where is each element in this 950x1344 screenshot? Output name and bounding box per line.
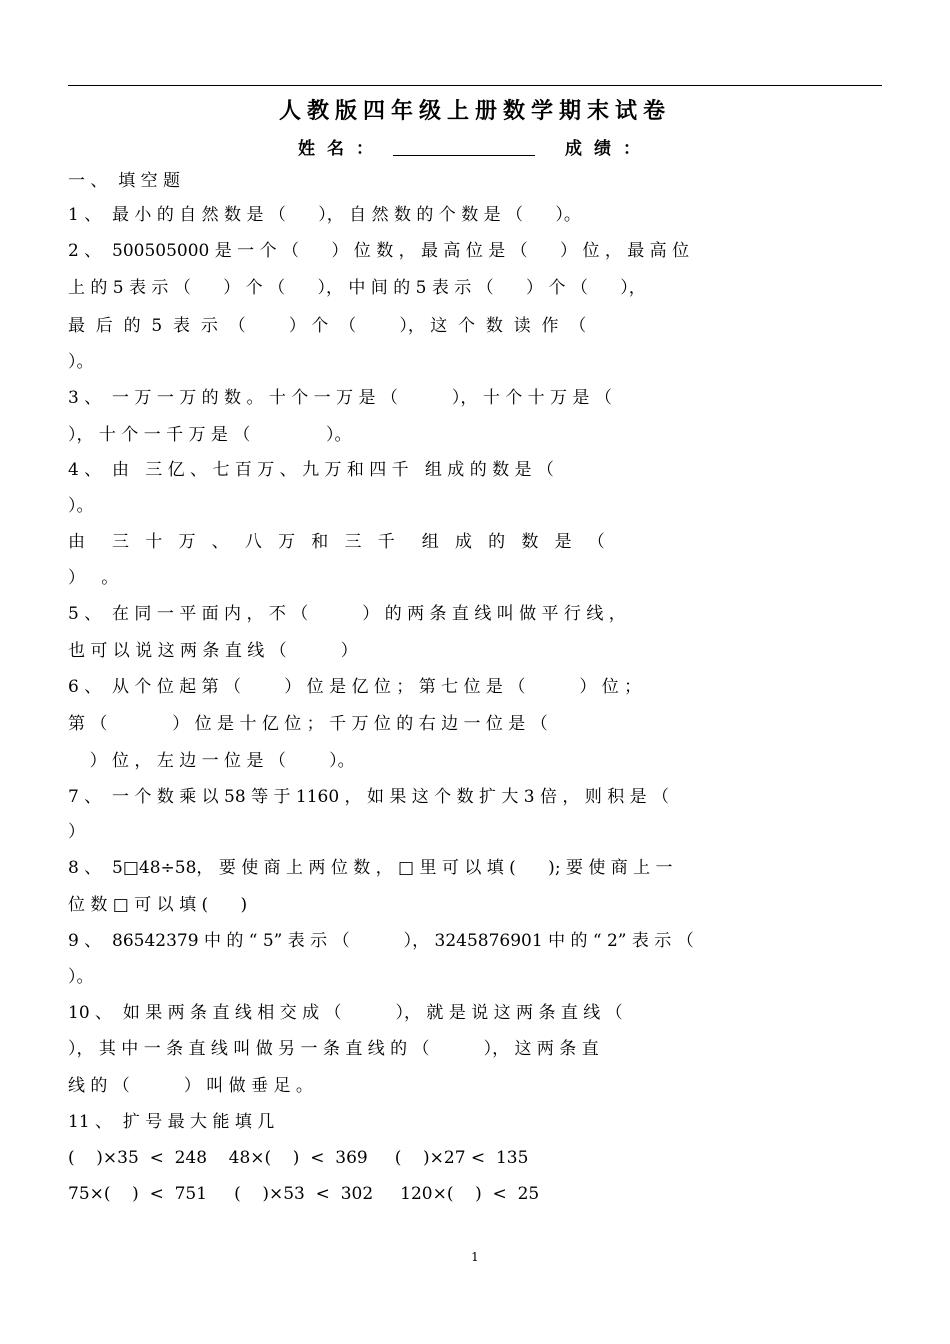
question-line: 位 数 □ 可 以 填 ( ) <box>68 895 248 915</box>
question-line: 10 、 如 果 两 条 直 线 相 交 成 （ ）， 就 是 说 这 两 条 直 线 （ <box>68 1003 623 1023</box>
top-rule <box>68 85 882 86</box>
question-line: 1 、 最 小 的 自 然 数 是 （ ）， 自 然 数 的 个 数 是 （ ）。 <box>68 205 581 225</box>
question-line: ）， 其 中 一 条 直 线 叫 做 另 一 条 直 线 的 （ ）， 这 两 条 直 <box>68 1039 599 1059</box>
question-line: 线 的 （ ） 叫 做 垂 足 。 <box>68 1076 313 1096</box>
question-line: ） 。 <box>68 568 119 588</box>
question-line: 9 、 86542379 中 的 “ 5” 表 示 （ ）， 3245876901 中 的 “ 2” 表 示 （ <box>68 931 694 951</box>
question-line: 2 、 500505000 是 一 个 （ ） 位 数 ， 最 高 位 是 （ ） 位 ， 最 高 位 <box>68 241 690 261</box>
name-blank[interactable] <box>393 141 535 156</box>
question-line: ( )×35 < 248 48×( ) < 369 ( )×27 < 135 <box>68 1148 529 1168</box>
question-line: ）， 十 个 一 千 万 是 （ ）。 <box>68 425 352 445</box>
page-number: 1 <box>471 1250 479 1264</box>
student-info <box>0 134 950 159</box>
question-line: ）。 <box>68 967 94 987</box>
score-label: 成绩： <box>565 139 652 159</box>
question-line: 由 三 十 万 、 八 万 和 三 千 组 成 的 数 是 （ <box>68 532 605 552</box>
page-title: 人教版四年级上册数学期末试卷 <box>278 98 671 124</box>
question-line: ） <box>68 822 85 842</box>
question-line: 最 后 的 5 表 示 （ ） 个 （ ）， 这 个 数 读 作 （ <box>68 316 587 336</box>
name-label: 姓名： <box>298 139 385 159</box>
question-line: 75×( ) < 751 ( )×53 < 302 120×( ) < 25 <box>68 1184 540 1204</box>
question-line: 8 、 5□48÷58， 要 使 商 上 两 位 数 ， □ 里 可 以 填 ( ); 要 使 商 上 一 <box>68 858 673 878</box>
question-line: 第 （ ） 位 是 十 亿 位 ； 千 万 位 的 右 边 一 位 是 （ <box>68 714 548 734</box>
question-line: 6 、 从 个 位 起 第 （ ） 位 是 亿 位 ； 第 七 位 是 （ ） 位 ； <box>68 677 642 697</box>
question-line: 3 、 一 万 一 万 的 数 。 十 个 一 万 是 （ ）， 十 个 十 万 是 （ <box>68 388 612 408</box>
question-line: ） 位 ， 左 边 一 位 是 （ ）。 <box>68 751 355 771</box>
question-line: 上 的 5 表 示 （ ） 个 （ ）， 中 间 的 5 表 示 （ ） 个 （ ）， <box>68 278 646 298</box>
question-line: 也 可 以 说 这 两 条 直 线 （ ） <box>68 641 358 661</box>
question-line: 7 、 一 个 数 乘 以 58 等 于 1160 ， 如 果 这 个 数 扩 大 3 倍 ， 则 积 是 （ <box>68 787 670 807</box>
section-heading: 一 、 填 空 题 <box>68 171 181 191</box>
question-line: ）。 <box>68 496 94 516</box>
question-line: ）。 <box>68 352 94 372</box>
question-line: 4 、 由 三 亿 、 七 百 万 、 九 万 和 四 千 组 成 的 数 是 （ <box>68 460 554 480</box>
question-line: 5 、 在 同 一 平 面 内 ， 不 （ ） 的 两 条 直 线 叫 做 平 行 线 ， <box>68 604 626 624</box>
question-line: 11 、 扩 号 最 大 能 填 几 <box>68 1112 275 1132</box>
